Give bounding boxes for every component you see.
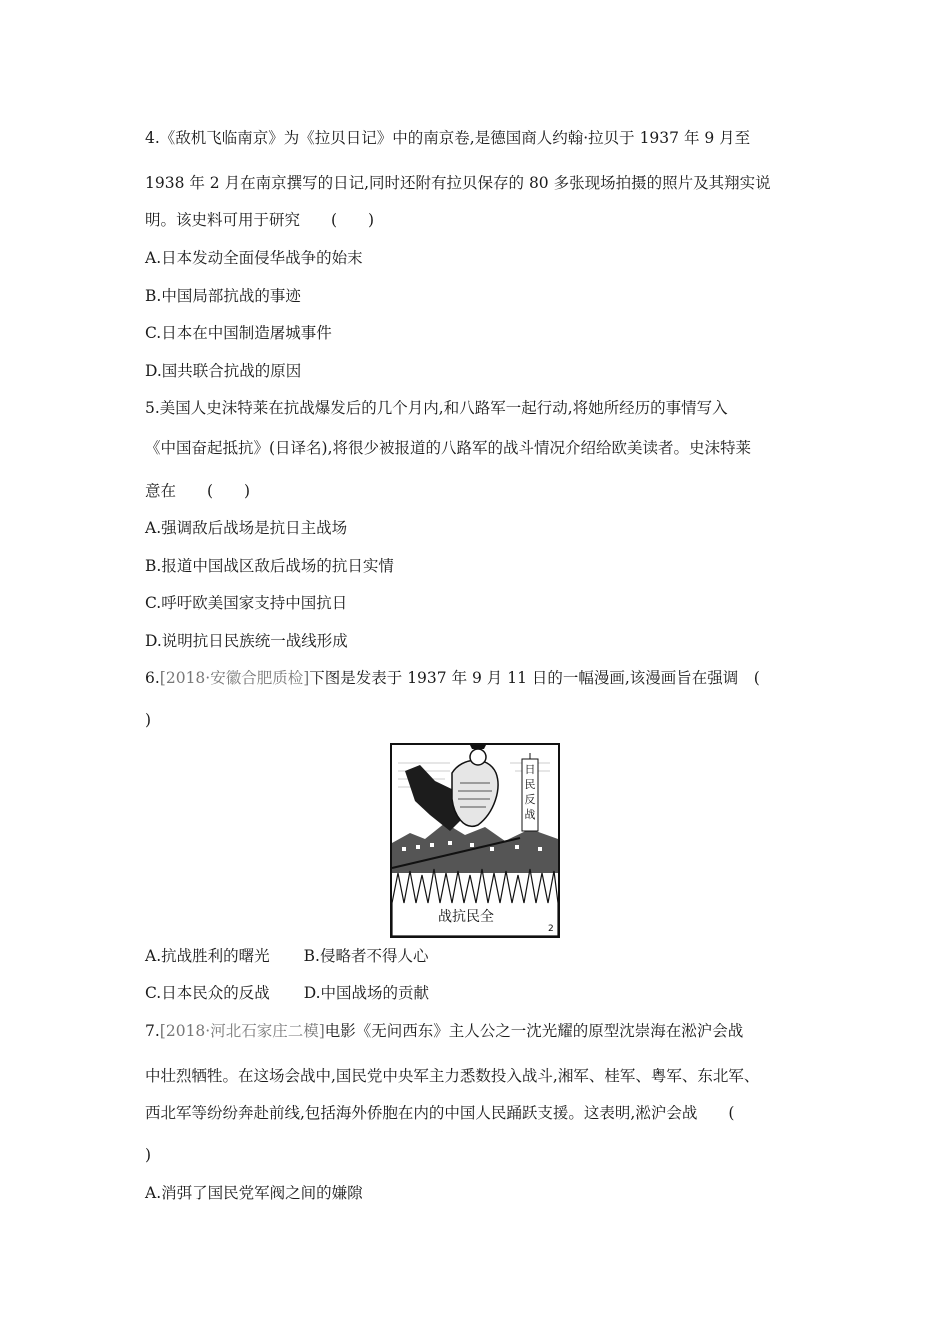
cartoon-banner-char-1: 日 [524,763,536,776]
cartoon-banner-char-3: 反 [524,793,536,806]
q6-source-tag: [2018·安徽合肥质检] [159,669,310,687]
cartoon-corner-mark: 2 [548,924,554,934]
q4-option-d: D.国共联合抗战的原因 [145,362,302,380]
q7-option-a: A.消弭了国民党军阀之间的嫌隙 [145,1184,363,1202]
q5-option-d: D.说明抗日民族统一战线形成 [145,632,348,650]
q4-option-a: A.日本发动全面侵华战争的始末 [145,249,363,267]
q6-stem-line-2: ) [145,711,152,729]
q7-number: 7. [145,1022,160,1040]
q5-stem-line-3: 意在 ( ) [145,482,251,500]
q4-stem-line-3: 明。该史料可用于研究 ( ) [145,211,375,229]
q4-stem-line-2: 1938 年 2 月在南京撰写的日记,同时还附有拉贝保存的 80 多张现场拍摄的照片及其翔实说 [145,174,771,192]
q6-options-row-2 [145,983,429,1003]
q5-option-a: A.强调敌后战场是抗日主战场 [145,519,348,537]
cartoon-banner-char-2: 民 [524,778,536,791]
q6-stem-line-1 [145,668,760,688]
q7-stem-line-3: 西北军等纷纷奔赴前线,包括海外侨胞在内的中国人民踊跃支援。这表明,淞沪会战 ( [145,1104,735,1122]
q6-option-d: D.中国战场的贡献 [303,984,430,1002]
q6-stem-text: 下图是发表于 1937 年 9 月 11 日的一幅漫画,该漫画旨在强调 ( [309,669,760,687]
cartoon-caption: 战抗民全 [438,909,494,925]
q7-stem-line-4: ) [145,1146,152,1164]
q5-option-c: C.呼吁欧美国家支持中国抗日 [145,594,348,612]
cartoon-illustration [390,743,560,938]
q5-stem-line-2: 《中国奋起抵抗》(日译名),将很少被报道的八路军的战斗情况介绍给欧美读者。史沫特莱 [145,439,752,457]
q5-stem-line-1: 5.美国人史沫特莱在抗战爆发后的几个月内,和八路军一起行动,将她所经历的事情写入 [145,399,728,417]
cartoon-banner-char-4: 战 [524,808,536,821]
q6-option-c: C.日本民众的反战 [145,984,270,1002]
q7-source-tag: [2018·河北石家庄二模] [159,1022,325,1040]
q4-option-c: C.日本在中国制造屠城事件 [145,324,332,342]
q7-stem-line-2: 中壮烈牺牲。在这场会战中,国民党中央军主力悉数投入战斗,湘军、桂军、粤军、东北军、 [145,1067,760,1085]
q7-stem-line-1 [145,1021,743,1041]
q6-number: 6. [145,669,160,687]
q6-options-row-1 [145,946,428,966]
q7-stem-text: 电影《无问西东》主人公之一沈光耀的原型沈崇海在淞沪会战 [324,1022,744,1040]
anti-war-cartoon [390,743,560,938]
q6-option-b: B.侵略者不得人心 [303,947,429,965]
q4-option-b: B.中国局部抗战的事迹 [145,287,301,305]
q5-option-b: B.报道中国战区敌后战场的抗日实情 [145,557,394,575]
q6-option-a: A.抗战胜利的曙光 [145,947,270,965]
q4-stem-line-1: 4.《敌机飞临南京》为《拉贝日记》中的南京卷,是德国商人约翰·拉贝于 1937 年 9 月至 [145,129,751,147]
